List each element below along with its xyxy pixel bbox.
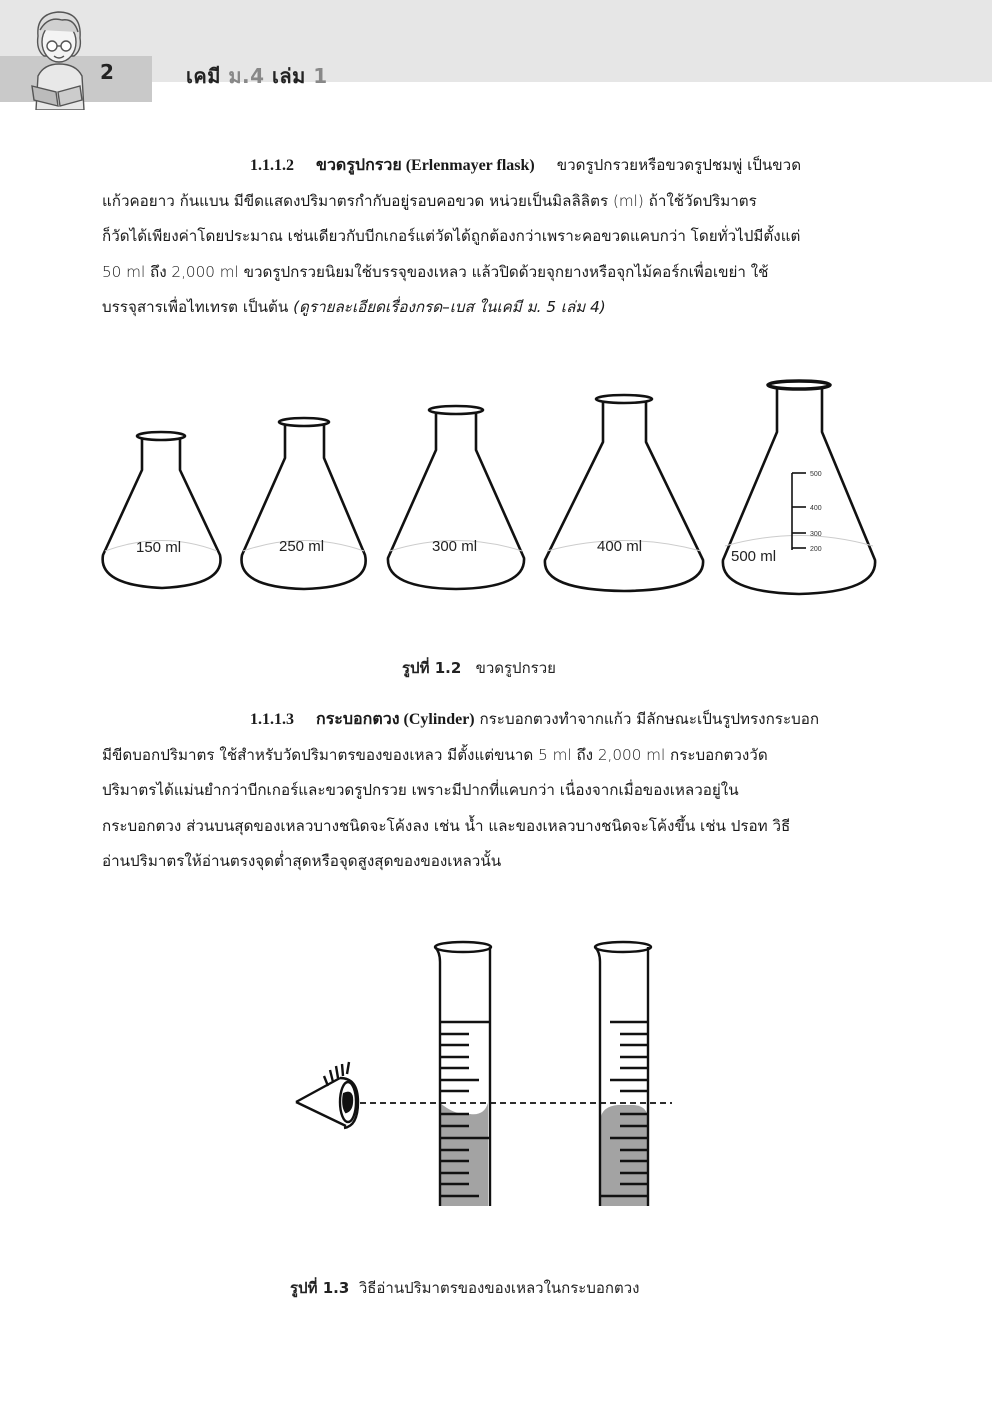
paragraph-line: บรรจุสารเพื่อไทเทรต เป็นต้น (ดูรายละเอียดเรื่องกรด–เบส ในเคมี ม. 5 เล่ม 4) <box>102 298 606 316</box>
paragraph-line: ปริมาตรได้แม่นยำกว่าบีกเกอร์และขวดรูปกรวย เพราะมีปากที่แคบกว่า เนื่องจากเมื่อของเหลวอยู่ใน <box>102 781 739 799</box>
section-number: 1.1.1.3 <box>250 711 294 728</box>
book-title-volume-word: เล่ม <box>272 64 306 88</box>
flask-label: 400 ml <box>597 538 643 555</box>
page-number: 2 <box>100 60 114 84</box>
flask-label: 150 ml <box>136 539 182 556</box>
paragraph-line: กระบอกตวง ส่วนบนสุดของเหลวบางชนิดจะโค้งลง เช่น น้ำ และของเหลวบางชนิดจะโค้งขึ้น เช่น ปรอท วิธี <box>102 816 791 835</box>
book-title-grade: ม.4 <box>228 64 265 88</box>
section-erlenmeyer-paragraph <box>102 148 880 326</box>
section-title: กระบอกตวง (Cylinder) <box>316 711 475 728</box>
paragraph-line: แก้วคอยาว ก้นแบน มีขีดแสดงปริมาตรกำกับอยู่รอบคอขวด หน่วยเป็นมิลลิลิตร (ml) ถ้าใช้วัดปริมาตร <box>102 191 757 210</box>
paragraph-line: 1.1.1.3 กระบอกตวง (Cylinder) กระบอกตวงทำจากแก้ว มีลักษณะเป็นรูปทรงกระบอก <box>250 710 820 728</box>
flask-label: 300 ml <box>432 538 478 555</box>
flask-250ml-icon <box>242 418 366 589</box>
flask-400ml-icon <box>545 395 703 591</box>
book-title-subject: เคมี <box>186 64 221 88</box>
caption-label: รูปที่ 1.2 <box>402 659 462 677</box>
figure-1-2-caption <box>402 656 556 680</box>
figure-graduated-cylinders <box>280 930 690 1220</box>
svg-text:400: 400 <box>810 505 822 512</box>
section-number: 1.1.1.2 <box>250 157 294 174</box>
svg-text:200: 200 <box>810 546 822 553</box>
book-title-volume-number: 1 <box>313 64 328 88</box>
flask-300ml-icon <box>388 406 524 589</box>
cylinder-concave-icon <box>435 942 491 1206</box>
mascot-reading-icon <box>22 6 94 110</box>
svg-text:300: 300 <box>810 531 822 538</box>
cylinder-convex-icon <box>595 942 651 1206</box>
paragraph-line: 50 ml ถึง 2,000 ml ขวดรูปกรวยนิยมใช้บรรจุของเหลว แล้วปิดด้วยจุกยางหรือจุกไม้คอร์กเพื่อเขย่า ใช้ <box>102 262 769 281</box>
reference-note: (ดูรายละเอียดเรื่องกรด–เบส ในเคมี ม. 5 เล่ม 4) <box>293 298 606 316</box>
section-title: ขวดรูปกรวย (Erlenmayer flask) <box>316 157 535 174</box>
eye-icon <box>296 1062 358 1128</box>
caption-label: รูปที่ 1.3 <box>290 1279 350 1297</box>
paragraph-line: ก็วัดได้เพียงค่าโดยประมาณ เช่นเดียวกับบีกเกอร์แต่วัดได้ถูกต้องกว่าเพราะคอขวดแคบกว่า โดยทั่วไปมีตั้งแต่ <box>102 227 801 245</box>
flask-label: 250 ml <box>279 538 325 555</box>
figure-1-3-caption <box>290 1276 639 1300</box>
svg-text:500: 500 <box>810 471 822 478</box>
paragraph-line: มีขีดบอกปริมาตร ใช้สำหรับวัดปริมาตรของของเหลว มีตั้งแต่ขนาด 5 ml ถึง 2,000 ml กระบอกตวงวัด <box>102 745 768 764</box>
caption-text: ขวดรูปกรวย <box>475 659 556 677</box>
book-title <box>186 60 328 92</box>
flask-label: 500 ml <box>731 548 777 565</box>
paragraph-line: 1.1.1.2 ขวดรูปกรวย (Erlenmayer flask) ขวดรูปกรวยหรือขวดรูปชมพู่ เป็นขวด <box>250 156 802 174</box>
section-cylinder-paragraph <box>102 702 880 880</box>
paragraph-line: อ่านปริมาตรให้อ่านตรงจุดต่ำสุดหรือจุดสูงสุดของของเหลวนั้น <box>102 852 502 870</box>
graduation-scale <box>792 473 806 550</box>
figure-erlenmeyer-flasks <box>90 370 900 600</box>
caption-text: วิธีอ่านปริมาตรของของเหลวในกระบอกตวง <box>358 1279 640 1297</box>
flask-150ml-icon <box>103 432 221 588</box>
